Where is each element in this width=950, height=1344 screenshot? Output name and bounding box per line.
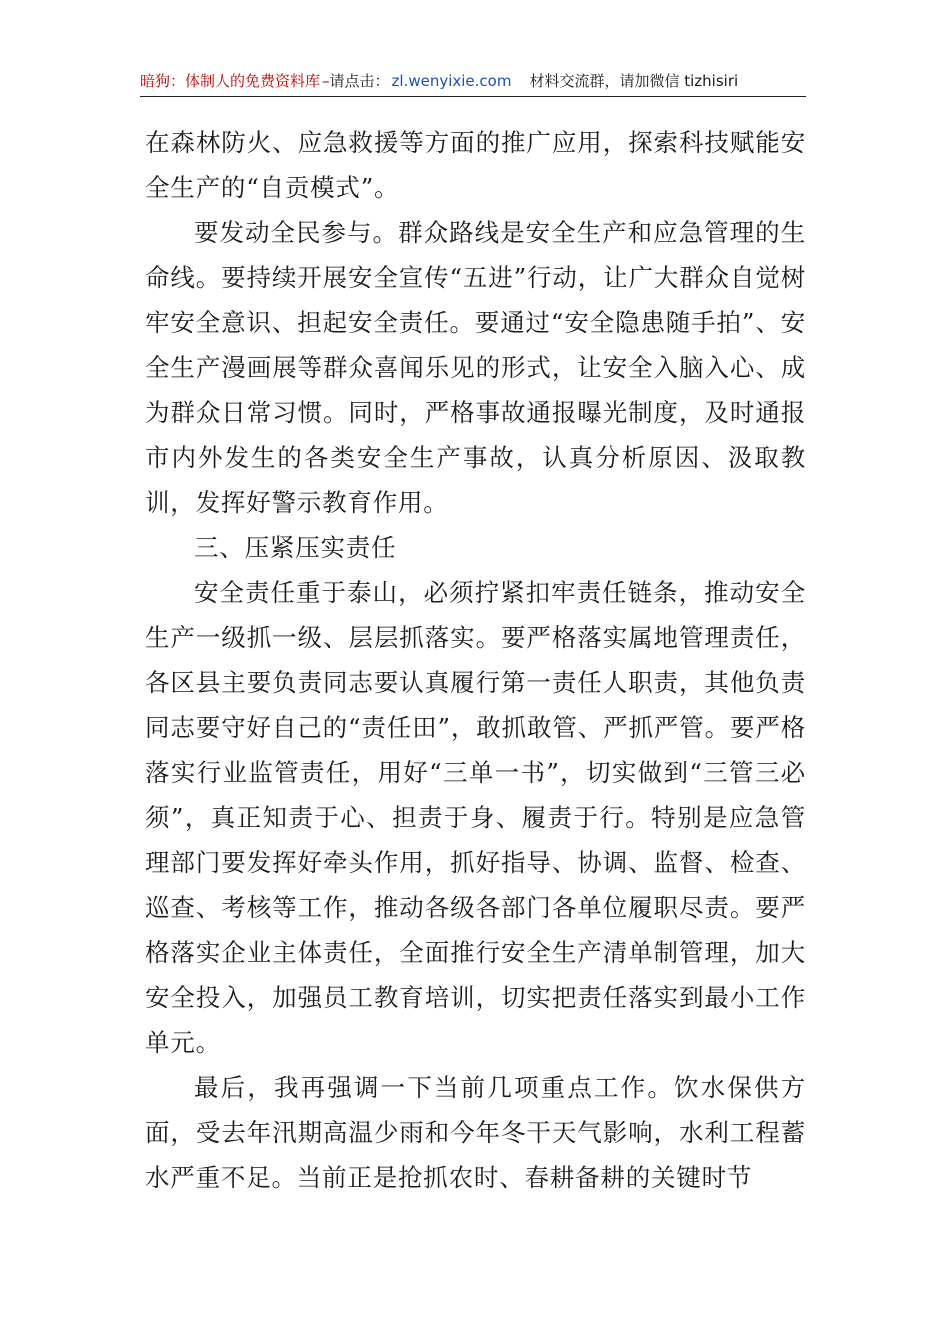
header-prompt: 请点击： <box>329 72 390 90</box>
header-dash: – <box>322 72 330 90</box>
paragraph-responsibility: 安全责任重于泰山，必须拧紧扣牢责任链条，推动安全生产一级抓一级、层层抓落实。要严格落实属地管理责任，各区县主要负责同志要认真履行第一责任人职责，其他负责同志要守好自己的“责任田”，敢抓敢管、严抓严管。要严格落实行业监管责任，用好“三单一书”，切实做到“三管三必须”，真正知责于心、担责于身、履责于行。特别是应急管理部门要发挥好牵头作用，抓好指导、协调、监督、检查、巡查、考核等工作，推动各级各部门各单位履职尽责。要严格落实企业主体责任，全面推行安全生产清单制管理，加大安全投入，加强员工教育培训，切实把责任落实到最小工作单元。 <box>145 578 806 1057</box>
paragraph-key-work: 最后，我再强调一下当前几项重点工作。饮水保供方面，受去年汛期高温少雨和今年冬干天气影响，水利工程蓄水严重不足。当前正是抢抓农时、春耕备耕的关键时节 <box>145 1073 806 1192</box>
page-header <box>140 66 806 97</box>
header-link[interactable]: zl.wenyixie.com <box>391 72 512 90</box>
header-group-info: 材料交流群，请加微信 tizhisiri <box>529 72 739 90</box>
document-body <box>145 120 806 1200</box>
header-brand: 暗狗：体制人的免费资料库 <box>140 72 321 90</box>
paragraph-public-participation: 要发动全民参与。群众路线是安全生产和应急管理的生命线。要持续开展安全宣传“五进”行动，让广大群众自觉树牢安全意识、担起安全责任。要通过“安全隐患随手拍”、安全生产漫画展等群众喜闻乐见的形式，让安全入脑入心、成为群众日常习惯。同时，严格事故通报曝光制度，及时通报市内外发生的各类安全生产事故，认真分析原因、汲取教训，发挥好警示教育作用。 <box>145 218 806 517</box>
section-heading-3: 三、压紧压实责任 <box>194 533 397 562</box>
paragraph-continued: 在森林防火、应急救援等方面的推广应用，探索科技赋能安全生产的“自贡模式”。 <box>145 128 806 202</box>
